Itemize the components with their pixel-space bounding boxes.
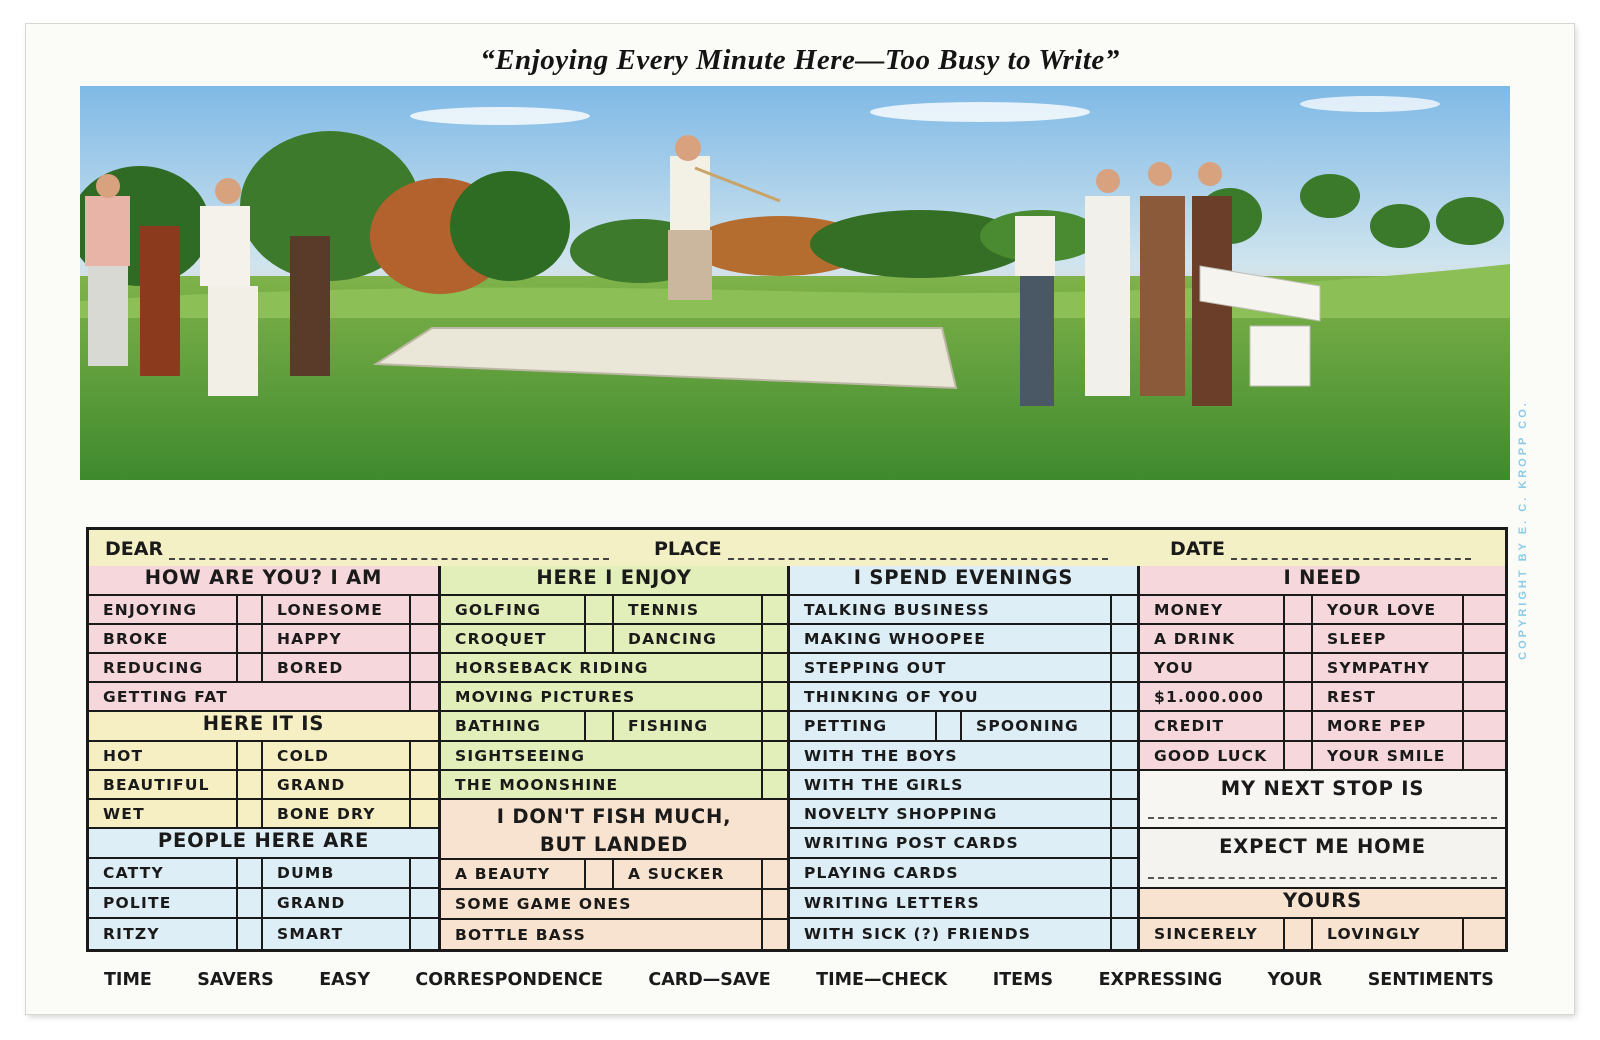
date-label: DATE	[1170, 538, 1225, 560]
list-item	[1140, 625, 1505, 654]
checkbox[interactable]	[935, 712, 962, 740]
option-petting[interactable]: PETTING	[804, 717, 888, 735]
checkbox[interactable]	[1462, 742, 1505, 769]
option-bone-dry[interactable]: BONE DRY	[277, 804, 376, 823]
option-million[interactable]: $1.000.000	[1154, 687, 1265, 706]
checkbox[interactable]	[236, 919, 263, 949]
option-making-whoopee[interactable]: MAKING WHOOPEE	[804, 629, 987, 648]
place-field[interactable]	[654, 538, 1108, 560]
checkbox[interactable]	[584, 625, 614, 652]
list-item	[1140, 654, 1505, 683]
option-bottle-bass[interactable]: BOTTLE BASS	[455, 925, 586, 944]
option-more-pep[interactable]: MORE PEP	[1327, 717, 1427, 735]
checkbox[interactable]	[584, 712, 614, 740]
checkbox[interactable]	[1110, 654, 1137, 681]
checkbox[interactable]	[1462, 919, 1505, 949]
footer-word: EXPRESSING	[1098, 970, 1223, 990]
option-hot[interactable]: HOT	[103, 746, 144, 765]
option-fishing[interactable]: FISHING	[628, 717, 709, 735]
list-item	[441, 683, 787, 712]
option-happy[interactable]: HAPPY	[277, 629, 342, 648]
list-item	[89, 919, 438, 949]
checkbox[interactable]	[1462, 654, 1505, 681]
list-item	[89, 800, 438, 829]
checkbox[interactable]	[409, 889, 438, 917]
list-item	[790, 625, 1137, 654]
list-item	[790, 771, 1137, 800]
option-grand[interactable]: GRAND	[277, 775, 346, 794]
footer-word: ITEMS	[992, 970, 1054, 990]
checkbox[interactable]	[236, 771, 263, 798]
list-item	[441, 742, 787, 771]
checkbox[interactable]	[1462, 625, 1505, 652]
copyright-notice: COPYRIGHT BY E. C. KROPP CO.	[1517, 400, 1529, 660]
option-writing-letters[interactable]: WRITING LETTERS	[804, 894, 980, 912]
option-your-smile[interactable]: YOUR SMILE	[1327, 746, 1446, 765]
option-grand-people[interactable]: GRAND	[277, 894, 346, 912]
next-stop-label: MY NEXT STOP IS	[1220, 777, 1425, 800]
column-here-i-enjoy	[438, 566, 787, 949]
checkbox[interactable]	[1283, 625, 1313, 652]
footer-word: SENTIMENTS	[1367, 970, 1494, 990]
i-need-header: I NEED	[1140, 566, 1505, 596]
list-item	[441, 771, 787, 800]
option-cold[interactable]: COLD	[277, 746, 330, 765]
option-getting-fat[interactable]: GETTING FAT	[103, 687, 229, 706]
checkbox[interactable]	[761, 771, 787, 798]
checkbox[interactable]	[236, 742, 263, 769]
list-item	[790, 742, 1137, 771]
option-lonesome[interactable]: LONESOME	[277, 600, 384, 619]
checkbox[interactable]	[1110, 800, 1137, 827]
checkbox[interactable]	[761, 683, 787, 710]
checkbox[interactable]	[761, 860, 787, 888]
here-it-is-header: HERE IT IS	[89, 712, 438, 742]
option-writing-post-cards[interactable]: WRITING POST CARDS	[804, 834, 1019, 852]
footer-word: TIME—CHECK	[816, 970, 948, 990]
list-item	[790, 859, 1137, 889]
list-item	[1140, 742, 1505, 771]
option-sightseeing[interactable]: SIGHTSEEING	[455, 746, 586, 765]
checkbox[interactable]	[1283, 596, 1313, 623]
checkbox[interactable]	[761, 712, 787, 740]
option-horseback-riding[interactable]: HORSEBACK RIDING	[455, 658, 649, 677]
checkbox[interactable]	[761, 654, 787, 681]
option-beautiful[interactable]: BEAUTIFUL	[103, 775, 210, 794]
option-a-drink[interactable]: A DRINK	[1154, 629, 1236, 648]
list-item	[441, 860, 787, 890]
option-credit[interactable]: CREDIT	[1154, 717, 1225, 735]
next-stop-blank[interactable]	[1148, 817, 1497, 819]
list-item	[89, 859, 438, 889]
dear-blank[interactable]	[169, 544, 609, 560]
fish-header-line2: BUT LANDED	[539, 833, 689, 856]
checkbox[interactable]	[1110, 596, 1137, 623]
list-item	[790, 596, 1137, 625]
column-how-are-you	[89, 566, 438, 949]
footer-word: SAVERS	[197, 970, 274, 990]
option-moving-pictures[interactable]: MOVING PICTURES	[455, 687, 636, 706]
checkbox[interactable]	[409, 596, 438, 623]
dear-label: DEAR	[105, 538, 164, 560]
checkbox[interactable]	[1110, 771, 1137, 798]
how-are-you-header: HOW ARE YOU? I AM	[89, 566, 438, 596]
option-some-game-ones[interactable]: SOME GAME ONES	[455, 895, 632, 913]
footer-tagline	[104, 970, 1494, 990]
list-item	[790, 919, 1137, 949]
option-you[interactable]: YOU	[1154, 658, 1195, 677]
checkbox[interactable]	[236, 596, 263, 623]
option-the-moonshine[interactable]: THE MOONSHINE	[455, 775, 619, 794]
footer-word: YOUR	[1267, 970, 1323, 990]
next-stop-field[interactable]	[1140, 771, 1505, 829]
option-enjoying[interactable]: ENJOYING	[103, 600, 198, 619]
fish-header-line1: I DON'T FISH MUCH,	[496, 805, 732, 828]
list-item	[89, 625, 438, 654]
fish-header	[441, 800, 787, 860]
list-item	[89, 596, 438, 625]
checkbox[interactable]	[1283, 683, 1313, 710]
option-stepping-out[interactable]: STEPPING OUT	[804, 658, 947, 677]
evenings-header: I SPEND EVENINGS	[790, 566, 1137, 596]
column-i-need	[1137, 566, 1505, 949]
list-item	[441, 654, 787, 683]
option-dancing[interactable]: DANCING	[628, 629, 718, 648]
option-croquet[interactable]: CROQUET	[455, 629, 547, 648]
checkbox[interactable]	[409, 625, 438, 652]
checkbox[interactable]	[1110, 919, 1137, 949]
checkbox[interactable]	[409, 683, 438, 710]
list-item	[89, 889, 438, 919]
expect-home-label: EXPECT ME HOME	[1219, 835, 1426, 858]
option-smart[interactable]: SMART	[277, 925, 344, 943]
checkbox[interactable]	[1110, 625, 1137, 652]
checkbox[interactable]	[409, 859, 438, 887]
option-sleep[interactable]: SLEEP	[1327, 629, 1387, 648]
option-ritzy[interactable]: RITZY	[103, 925, 160, 943]
list-item	[441, 712, 787, 742]
list-item	[1140, 683, 1505, 712]
golf-scene-illustration	[80, 86, 1510, 480]
list-item	[89, 771, 438, 800]
checkbox[interactable]	[409, 800, 438, 827]
dear-field[interactable]	[105, 538, 609, 560]
checkbox[interactable]	[1110, 742, 1137, 769]
checkbox[interactable]	[409, 654, 438, 681]
list-item	[89, 742, 438, 771]
expect-home-blank[interactable]	[1148, 877, 1497, 879]
list-item	[1140, 596, 1505, 625]
option-good-luck[interactable]: GOOD LUCK	[1154, 746, 1268, 765]
place-blank[interactable]	[728, 544, 1108, 560]
list-item	[790, 683, 1137, 712]
list-item	[790, 712, 1137, 742]
date-blank[interactable]	[1231, 544, 1471, 560]
postcard-title: “Enjoying Every Minute Here—Too Busy to Write”	[480, 44, 1120, 76]
column-evenings	[787, 566, 1137, 949]
option-a-beauty[interactable]: A BEAUTY	[455, 865, 551, 883]
correspondence-form	[86, 527, 1508, 952]
list-item	[441, 920, 787, 949]
list-item	[790, 829, 1137, 859]
checkbox[interactable]	[409, 742, 438, 769]
checkbox[interactable]	[1283, 654, 1313, 681]
checkbox[interactable]	[1462, 596, 1505, 623]
option-talking-business[interactable]: TALKING BUSINESS	[804, 600, 990, 619]
address-row	[89, 530, 1505, 568]
checkbox[interactable]	[584, 596, 614, 623]
yours-header: YOURS	[1140, 889, 1505, 919]
option-lovingly[interactable]: LOVINGLY	[1327, 925, 1421, 943]
list-item	[89, 654, 438, 683]
list-item	[790, 800, 1137, 829]
option-rest[interactable]: REST	[1327, 687, 1377, 706]
list-item	[790, 889, 1137, 919]
checkbox[interactable]	[1110, 889, 1137, 917]
footer-word: CARD—SAVE	[648, 970, 771, 990]
option-money[interactable]: MONEY	[1154, 600, 1224, 619]
list-item	[790, 654, 1137, 683]
option-dumb[interactable]: DUMB	[277, 864, 335, 882]
footer-word: TIME	[104, 970, 152, 990]
here-i-enjoy-header: HERE I ENJOY	[441, 566, 787, 596]
checkbox[interactable]	[761, 920, 787, 949]
checkbox[interactable]	[761, 742, 787, 769]
option-tennis[interactable]: TENNIS	[628, 600, 700, 619]
checkbox[interactable]	[409, 919, 438, 949]
option-sympathy[interactable]: SYMPATHY	[1327, 658, 1430, 677]
option-catty[interactable]: CATTY	[103, 864, 164, 882]
checkbox[interactable]	[1462, 683, 1505, 710]
option-with-sick-friends[interactable]: WITH SICK (?) FRIENDS	[804, 925, 1032, 943]
checkbox[interactable]	[1110, 829, 1137, 857]
list-item	[1140, 712, 1505, 742]
option-your-love[interactable]: YOUR LOVE	[1327, 600, 1437, 619]
option-wet[interactable]: WET	[103, 804, 145, 823]
list-item	[441, 890, 787, 920]
checkbox[interactable]	[761, 596, 787, 623]
option-with-the-girls[interactable]: WITH THE GIRLS	[804, 775, 964, 794]
list-item	[1140, 919, 1505, 949]
checkbox[interactable]	[236, 625, 263, 652]
option-reducing[interactable]: REDUCING	[103, 658, 204, 677]
option-novelty-shopping[interactable]: NOVELTY SHOPPING	[804, 804, 998, 823]
list-item	[89, 683, 438, 712]
checkbox[interactable]	[761, 625, 787, 652]
people-header: PEOPLE HERE ARE	[89, 829, 438, 859]
option-a-sucker[interactable]: A SUCKER	[628, 865, 725, 883]
list-item	[441, 596, 787, 625]
checkbox[interactable]	[409, 771, 438, 798]
checkbox[interactable]	[1110, 712, 1137, 740]
option-sincerely[interactable]: SINCERELY	[1154, 925, 1258, 943]
option-bathing[interactable]: BATHING	[455, 717, 542, 735]
checkbox[interactable]	[236, 859, 263, 887]
footer-word: CORRESPONDENCE	[415, 970, 603, 990]
option-thinking-of-you[interactable]: THINKING OF YOU	[804, 687, 979, 706]
place-label: PLACE	[654, 538, 722, 560]
date-field[interactable]	[1170, 538, 1471, 560]
checkbox[interactable]	[1283, 712, 1313, 740]
option-broke[interactable]: BROKE	[103, 629, 169, 648]
option-spooning[interactable]: SPOONING	[976, 717, 1079, 735]
list-item	[441, 625, 787, 654]
checkbox[interactable]	[236, 889, 263, 917]
checkbox[interactable]	[1283, 742, 1313, 769]
checkbox[interactable]	[1283, 919, 1313, 949]
checkbox[interactable]	[1462, 712, 1505, 740]
checkbox[interactable]	[236, 800, 263, 827]
checkbox[interactable]	[236, 654, 263, 681]
checkbox[interactable]	[1110, 683, 1137, 710]
checkbox[interactable]	[761, 890, 787, 918]
option-with-the-boys[interactable]: WITH THE BOYS	[804, 746, 958, 765]
footer-word: EASY	[319, 970, 370, 990]
checkbox[interactable]	[1110, 859, 1137, 887]
option-golfing[interactable]: GOLFING	[455, 600, 542, 619]
checkbox[interactable]	[584, 860, 614, 888]
option-polite[interactable]: POLITE	[103, 894, 172, 912]
option-bored[interactable]: BORED	[277, 658, 344, 677]
expect-home-field[interactable]	[1140, 829, 1505, 889]
option-playing-cards[interactable]: PLAYING CARDS	[804, 864, 959, 882]
